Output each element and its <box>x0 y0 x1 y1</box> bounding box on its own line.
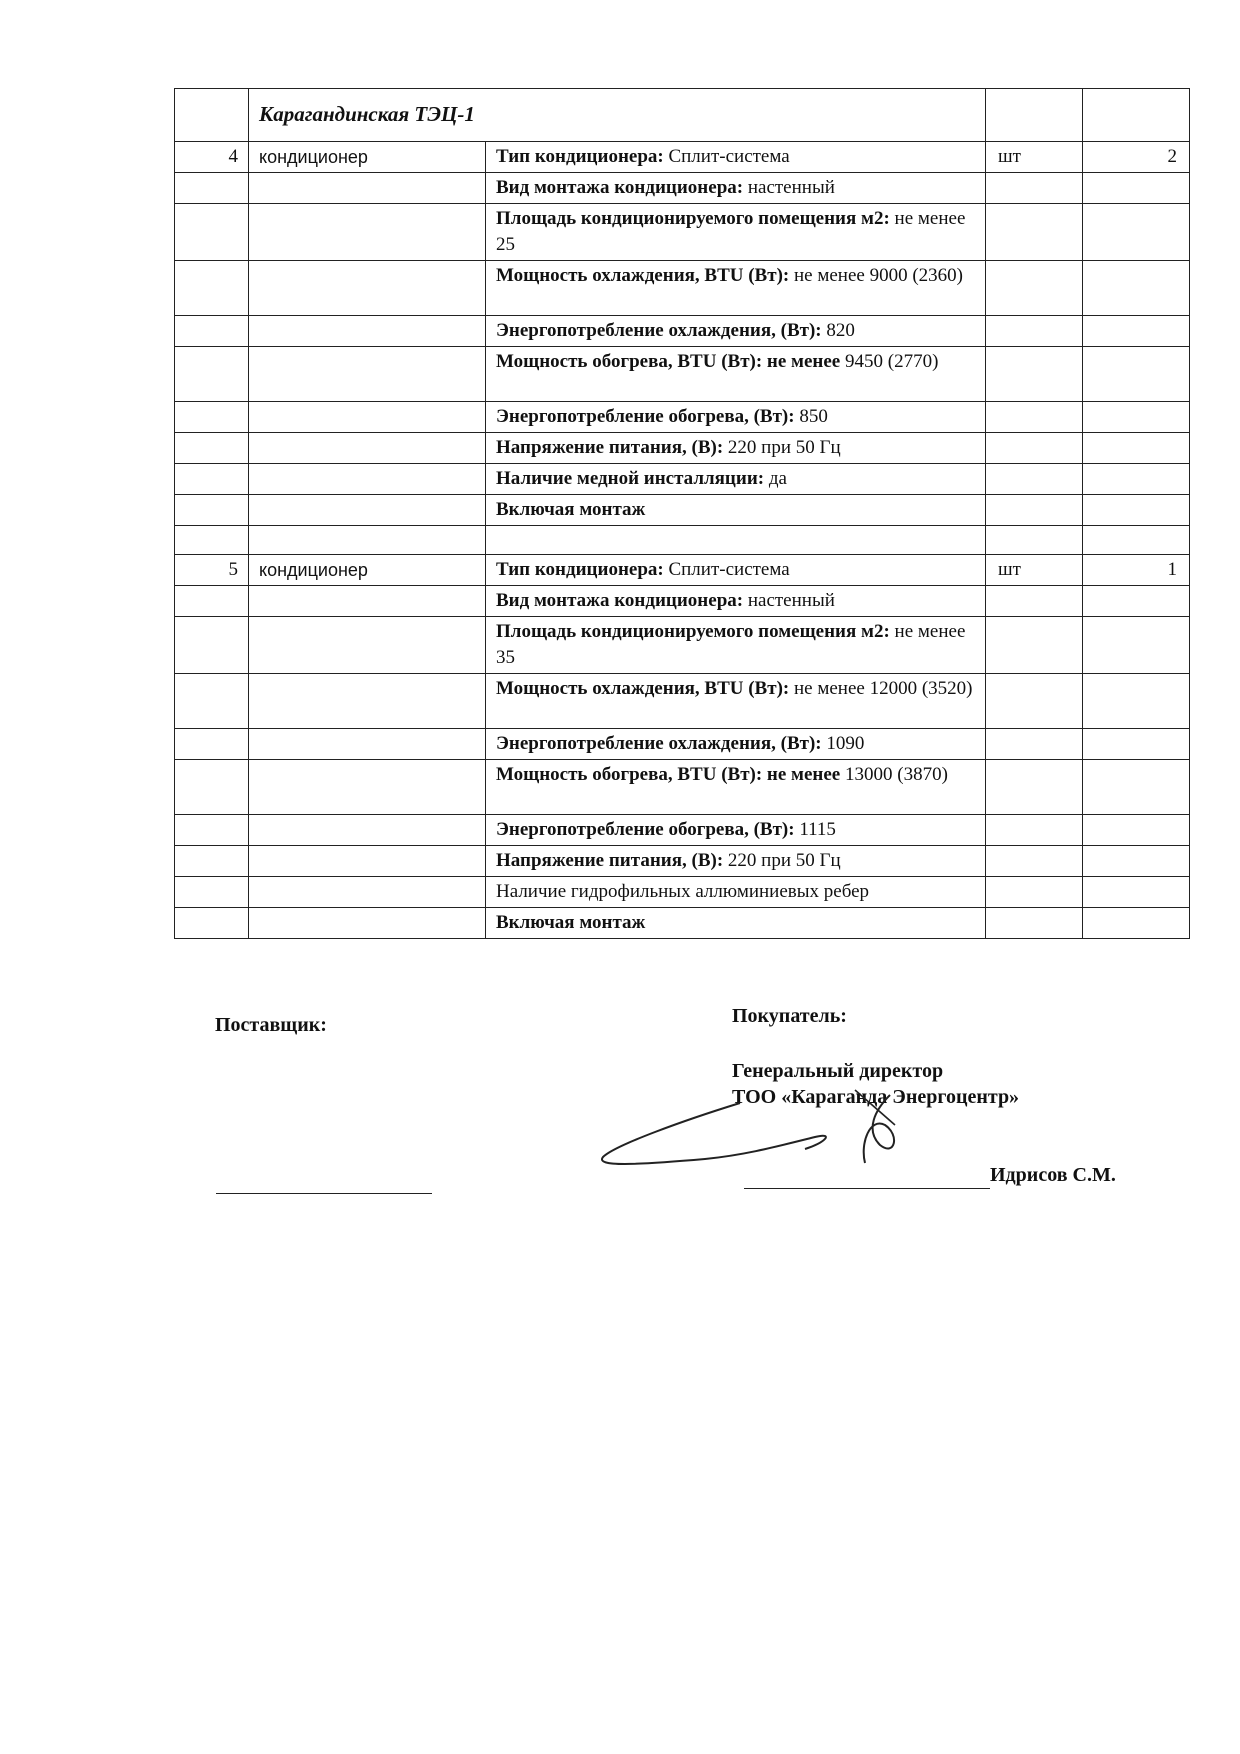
table-row <box>175 815 1190 846</box>
item-spec: Тип кондиционера: Сплит-система <box>486 555 986 586</box>
item-spec: Напряжение питания, (В): 220 при 50 Гц <box>486 433 986 464</box>
table-row <box>175 433 1190 464</box>
item-name: кондиционер <box>249 142 486 173</box>
buyer-label: Покупатель: <box>732 1005 847 1027</box>
item-spec: Мощность обогрева, BTU (Вт): не менее 13000 (3870) <box>486 760 986 815</box>
item-spec: Тип кондиционера: Сплит-система <box>486 142 986 173</box>
item-qty: 2 <box>1083 142 1190 173</box>
table-row <box>175 316 1190 347</box>
cell-empty <box>175 89 249 142</box>
item-spec: Энергопотребление охлаждения, (Вт): 1090 <box>486 729 986 760</box>
spec-table <box>174 88 1190 939</box>
item-spec: Включая монтаж <box>486 908 986 939</box>
table-row <box>175 173 1190 204</box>
item-spec: Энергопотребление охлаждения, (Вт): 820 <box>486 316 986 347</box>
item-spec: Энергопотребление обогрева, (Вт): 1115 <box>486 815 986 846</box>
item-name: кондиционер <box>249 555 486 586</box>
buyer-company: ТОО «Караганда Энергоцентр» <box>732 1086 1020 1108</box>
item-spec: Наличие гидрофильных аллюминиевых ребер <box>486 877 986 908</box>
item-qty: 1 <box>1083 555 1190 586</box>
item-spec: Мощность обогрева, BTU (Вт): не менее 9450 (2770) <box>486 347 986 402</box>
station-name: Карагандинская ТЭЦ-1 <box>249 89 986 142</box>
table-row-spacer <box>175 526 1190 555</box>
buyer-position: Генеральный директор <box>732 1060 944 1082</box>
table-row <box>175 586 1190 617</box>
table-row <box>175 674 1190 729</box>
buyer-name: Идрисов С.М. <box>990 1164 1116 1186</box>
table-row <box>175 347 1190 402</box>
table-row <box>175 261 1190 316</box>
table-row <box>175 204 1190 261</box>
item-spec: Площадь кондиционируемого помещения м2: не менее 35 <box>486 617 986 674</box>
station-row <box>175 89 1190 142</box>
table-row <box>175 729 1190 760</box>
item-spec: Энергопотребление обогрева, (Вт): 850 <box>486 402 986 433</box>
supplier-signature-line <box>216 1193 432 1194</box>
item-spec: Вид монтажа кондиционера: настенный <box>486 173 986 204</box>
table-row <box>175 877 1190 908</box>
item-spec: Включая монтаж <box>486 495 986 526</box>
table-row <box>175 142 1190 173</box>
handwritten-signature <box>595 1085 935 1185</box>
table-row <box>175 495 1190 526</box>
table-row <box>175 617 1190 674</box>
table-row <box>175 464 1190 495</box>
item-number: 4 <box>175 142 249 173</box>
spec-table-body <box>175 89 1190 939</box>
table-row <box>175 402 1190 433</box>
cell-empty <box>1083 89 1190 142</box>
item-spec: Напряжение питания, (В): 220 при 50 Гц <box>486 846 986 877</box>
table-row <box>175 555 1190 586</box>
item-number: 5 <box>175 555 249 586</box>
item-unit: шт <box>986 142 1083 173</box>
item-spec: Мощность охлаждения, BTU (Вт): не менее 12000 (3520) <box>486 674 986 729</box>
item-spec: Площадь кондиционируемого помещения м2: не менее 25 <box>486 204 986 261</box>
item-spec: Мощность охлаждения, BTU (Вт): не менее 9000 (2360) <box>486 261 986 316</box>
buyer-signature-line <box>744 1188 990 1189</box>
supplier-label: Поставщик: <box>215 1014 327 1036</box>
table-row <box>175 846 1190 877</box>
table-row <box>175 908 1190 939</box>
table-row <box>175 760 1190 815</box>
cell-empty <box>986 89 1083 142</box>
item-spec: Наличие медной инсталляции: да <box>486 464 986 495</box>
item-spec: Вид монтажа кондиционера: настенный <box>486 586 986 617</box>
item-unit: шт <box>986 555 1083 586</box>
